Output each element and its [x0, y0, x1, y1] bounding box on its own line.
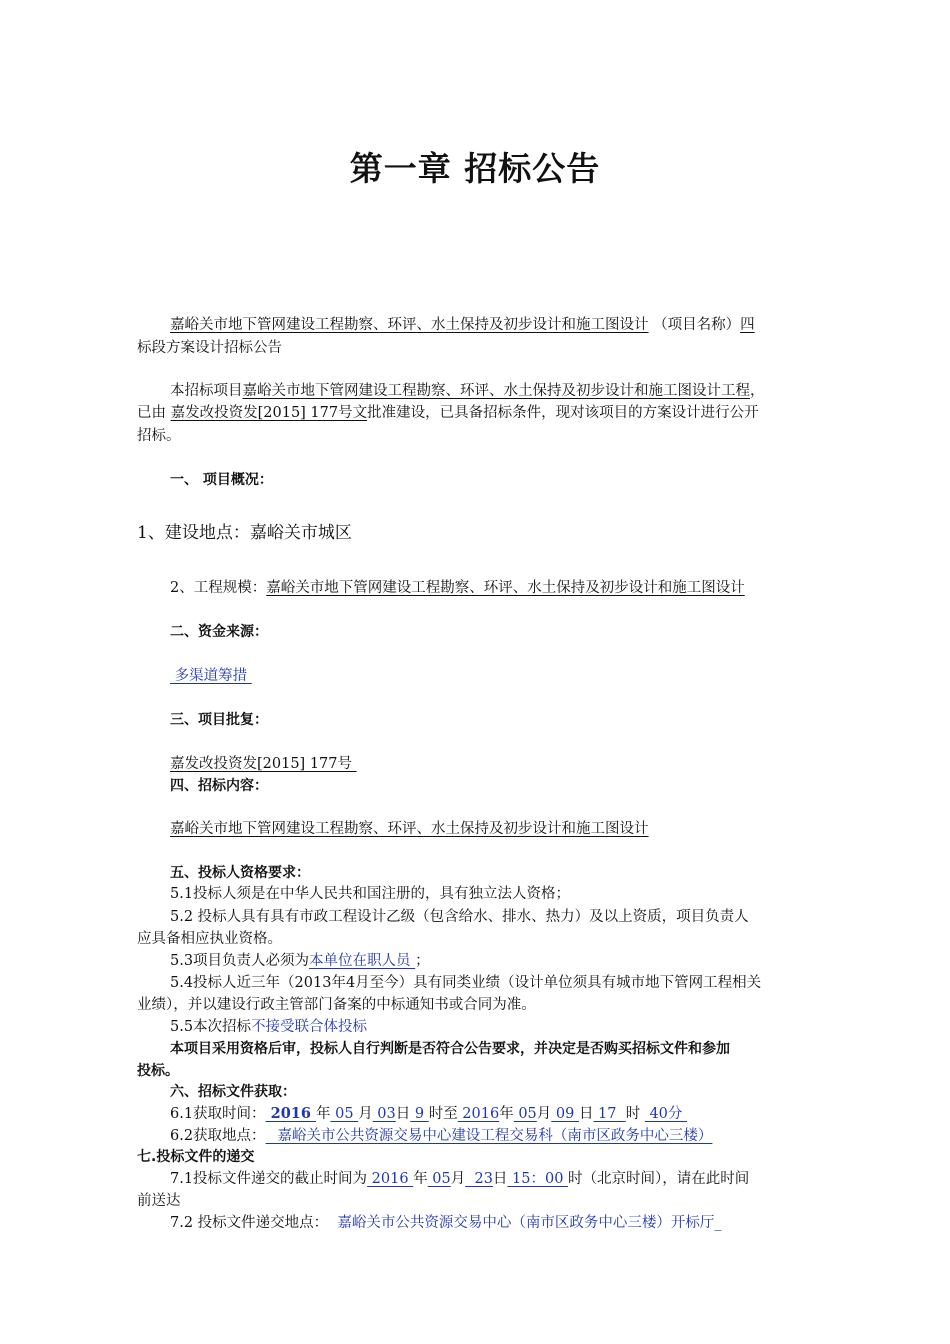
date-unit: 日 [492, 1171, 508, 1187]
date-unit: 日 [578, 1106, 594, 1122]
obtain-time-label: 6.1获取时间： [170, 1106, 266, 1122]
section-3-heading: 三、项目批复： [170, 712, 268, 728]
para-text: 本招标项目 [170, 383, 243, 399]
para-line-2 [137, 402, 759, 424]
date-value: 9 [410, 1106, 429, 1122]
submit-place-value: 嘉峪关市公共资源交易中心（南市区政务中心三楼）开标厅_ [328, 1215, 722, 1231]
date-value: 2016 [457, 1106, 500, 1122]
intro-line-1 [170, 314, 755, 336]
approval-number: 嘉发改投资发[2015] 177号 [170, 756, 357, 772]
date-value: 17 [593, 1106, 626, 1122]
deadline-line-2: 前送达 [137, 1193, 181, 1209]
section-5-heading: 五、投标人资格要求： [170, 865, 310, 881]
date-unit: 时 [625, 1106, 645, 1122]
date-unit: 年 [499, 1106, 514, 1122]
project-name-label: （项目名称） [653, 317, 741, 333]
section-6-heading: 六、招标文件获取： [170, 1084, 296, 1100]
date-value: 05 [427, 1171, 451, 1187]
date-value: 05 [330, 1106, 359, 1122]
consortium-value: 不接受联合体投标 [251, 1019, 368, 1035]
deadline [170, 1168, 749, 1190]
req-5-5 [170, 1016, 367, 1038]
obtain-place [170, 1125, 712, 1147]
date-unit: 时至 [428, 1106, 458, 1122]
req-5-2-line-1: 5.2 投标人具有具有市政工程设计乙级（包含给水、排水、热力）及以上资质，项目负责人 [170, 909, 749, 925]
site-label: 1、建设地点： [137, 523, 250, 543]
section-1-heading: 一、 项目概况： [170, 472, 273, 488]
req-5-4-line-2: 业绩），并以建设行政主管部门备案的中标通知书或合同为准。 [137, 997, 536, 1013]
date-value: 15：00 [507, 1171, 569, 1187]
section-number: 四 [740, 317, 755, 333]
date-unit: 月 [536, 1106, 552, 1122]
section-4-heading: 四、招标内容： [170, 778, 268, 794]
chapter-title: 第一章 招标公告 [349, 149, 601, 188]
scale-label: 2、工程规模： [170, 580, 267, 596]
req-staff-value: 本单位在职人员 [309, 953, 416, 969]
req-5-4-line-1: 5.4投标人近三年（2013年4月至今）具有同类业绩（设计单位须具有城市地下管网工程相关 [170, 975, 762, 991]
req-text: ； [415, 953, 430, 969]
obtain-place-label: 6.2获取地点： [170, 1128, 266, 1144]
para-line-1 [170, 380, 765, 402]
review-note-line-2: 投标。 [137, 1063, 179, 1079]
obtain-time [170, 1103, 687, 1125]
intro-line-2: 标段方案设计招标公告 [137, 340, 282, 356]
date-value: 40分 [644, 1106, 688, 1122]
req-text: 5.3项目负责人必须为 [170, 953, 310, 969]
scale-line [170, 577, 745, 599]
date-unit: 月 [450, 1171, 466, 1187]
site-line [137, 522, 352, 544]
req-text: 5.5本次招标 [170, 1019, 252, 1035]
submit-place-label: 7.2 投标文件递交地点： [170, 1215, 329, 1231]
section-7-heading: 七.投标文件的递交 [137, 1149, 255, 1165]
deadline-text: 时（北京时间），请在此时间 [568, 1171, 750, 1187]
para-project: 嘉峪关市地下管网建设工程勘察、环评、水土保持及初步设计和施工图设计工程 [242, 383, 750, 399]
site-value: 嘉峪关市城区 [249, 523, 352, 543]
review-note-line-1: 本项目采用资格后审，投标人自行判断是否符合公告要求，并决定是否购买招标文件和参加 [170, 1041, 730, 1057]
approval-doc: 嘉发改投资发[2015] 177号文 [170, 405, 368, 421]
deadline-label: 7.1投标文件递交的截止时间为 [170, 1171, 368, 1187]
bid-content: 嘉峪关市地下管网建设工程勘察、环评、水土保持及初步设计和施工图设计 [170, 821, 649, 837]
scale-value: 嘉峪关市地下管网建设工程勘察、环评、水土保持及初步设计和施工图设计 [266, 580, 745, 596]
date-value: 03 [372, 1106, 396, 1122]
funding-source: 多渠道筹措 [170, 668, 252, 684]
para-text: 已由 [137, 405, 166, 421]
date-unit: 年 [413, 1171, 428, 1187]
date-value: 23 [465, 1171, 493, 1187]
req-5-2-line-2: 应具备相应执业资格。 [137, 931, 282, 947]
project-name: 嘉峪关市地下管网建设工程勘察、环评、水土保持及初步设计和施工图设计 [170, 317, 649, 333]
para-text: 批准建设，已具备招标条件，现对该项目的方案设计进行公开 [367, 405, 759, 421]
para-line-3: 招标。 [137, 428, 181, 444]
para-comma: ， [750, 383, 765, 399]
date-unit: 月 [358, 1106, 373, 1122]
date-unit: 年 [316, 1106, 331, 1122]
submit-place [170, 1212, 722, 1234]
req-5-1: 5.1投标人须是在中华人民共和国注册的，具有独立法人资格； [170, 886, 571, 902]
section-2-heading: 二、资金来源： [170, 624, 268, 640]
date-value: 2016 [265, 1105, 317, 1122]
date-value: 2016 [367, 1171, 414, 1187]
date-unit: 日 [395, 1106, 411, 1122]
date-value: 09 [551, 1106, 579, 1122]
date-value: 05 [513, 1106, 537, 1122]
obtain-place-value: _嘉峪关市公共资源交易中心建设工程交易科（南市区政务中心三楼） [265, 1128, 713, 1144]
req-5-3 [170, 950, 430, 972]
